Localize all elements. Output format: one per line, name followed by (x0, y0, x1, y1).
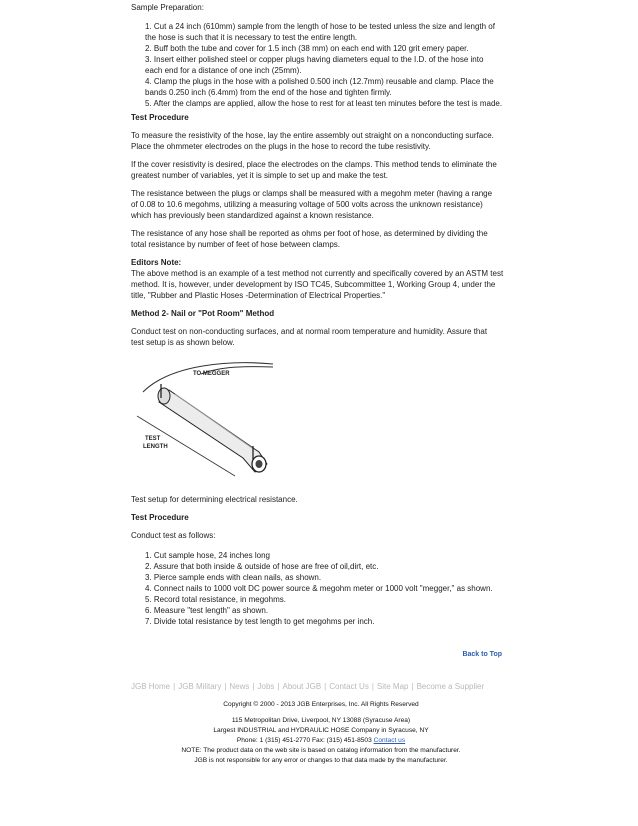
paragraph-line: The resistance between the plugs or clamps shall be measured with a megohm meter (having a range (131, 189, 493, 198)
back-to-top-link[interactable]: Back to Top (462, 651, 502, 658)
footer-nav-link[interactable]: Site Map (376, 682, 409, 691)
test-step: 2. Assure that both inside & outside of hose are free of oil,dirt, etc. (145, 562, 379, 571)
footer-nav-link[interactable]: JGB Home (131, 682, 171, 691)
footer-nav-links (131, 682, 484, 691)
footer-nav-separator: | (277, 682, 280, 691)
paragraph-line: Place the ohmmeter electrodes on the plugs in the hose to record the tube resistivity. (131, 142, 431, 151)
paragraph-line: of 0.08 to 10.6 megohms, utilizing a measuring voltage of 500 volts across the unknown resistance) (131, 200, 483, 209)
test-step: 6. Measure "test length" as shown. (145, 606, 269, 615)
length-label: LENGTH (143, 444, 168, 450)
paragraph-line: which has previously been standardized against a known resistance. (131, 211, 374, 220)
footer-nav-separator: | (371, 682, 374, 691)
paragraph-line: Conduct test on non-conducting surfaces, and at normal room temperature and humidity. Assure that (131, 327, 488, 336)
paragraph-line: greatest number of variables, yet it is simple to set up and make the test. (131, 171, 389, 180)
paragraph-line: The above method is an example of a test method not currently and specifically covered by an ASTM test (131, 269, 504, 278)
footer-nav-link[interactable]: News (229, 682, 250, 691)
note-text: JGB is not responsible for any error or changes to that data made by the manufacturer. (194, 757, 448, 764)
copyright-text: Copyright © 2000 - 2013 JGB Enterprises, Inc. All Rights Reserved (223, 701, 419, 708)
prep-step-line: the hose is such that it is necessary to test the entire length. (145, 33, 358, 42)
phone-text: Phone: 1 (315) 451-2770 Fax: (315) 451-8503 (236, 737, 372, 744)
paragraph (131, 130, 511, 152)
footer-nav-separator: | (224, 682, 227, 691)
prep-step-line: 2. Buff both the tube and cover for 1.5 inch (38 mm) on each end with 120 grit emery paper. (145, 44, 469, 53)
editors-note-heading: Editors Note: (131, 258, 182, 267)
prep-step-line: 1. Cut a 24 inch (610mm) sample from the length of hose to be tested unless the size and length of (145, 22, 495, 31)
paragraph (131, 159, 511, 181)
footer-nav-link[interactable]: About JGB (282, 682, 322, 691)
footer-nav-link[interactable]: Become a Supplier (416, 682, 485, 691)
contact-line (131, 736, 511, 746)
hose-bore (256, 460, 263, 468)
hose-highlight (175, 394, 255, 450)
to-megger-label: TO MEGGER (193, 371, 230, 377)
footer-info (131, 700, 511, 766)
contact-us-link[interactable]: Contact us (373, 737, 406, 744)
method-2-procedure-section (131, 494, 511, 627)
figure-caption: Test setup for determining electrical resistance. (131, 495, 298, 504)
paragraph-line: To measure the resistivity of the hose, lay the entire assembly out straight on a nonconducting surface. (131, 131, 494, 140)
test-step: 1. Cut sample hose, 24 inches long (145, 551, 270, 560)
footer-nav-link[interactable]: JGB Military (178, 682, 222, 691)
hose-test-setup-figure (131, 354, 281, 484)
prep-step-line: each end for a distance of one inch (25mm). (145, 66, 302, 75)
prep-step-line: 3. Insert either polished steel or copper plugs having diameters equal to the I.D. of the hose into (145, 55, 484, 64)
prep-step-line: 4. Clamp the plugs in the hose with a polished 0.500 inch (12.7mm) reusable and clamp. Place the (145, 77, 494, 86)
paragraph-line: If the cover resistivity is desired, place the electrodes on the clamps. This method tends to eliminate the (131, 160, 497, 169)
paragraph-line: The resistance of any hose shall be reported as ohms per foot of hose, as determined by dividing the (131, 229, 488, 238)
paragraph (131, 326, 511, 348)
sample-preparation-section (131, 2, 511, 109)
paragraph-line: total resistance by number of feet of hose between clamps. (131, 240, 341, 249)
footer-nav (131, 682, 511, 691)
test-procedure-intro: Conduct test as follows: (131, 531, 216, 540)
prep-step-line: 5. After the clamps are applied, allow the hose to rest for at least ten minutes before the test is made. (145, 99, 503, 108)
address-text: 115 Metropolitan Drive, Liverpool, NY 13088 (Syracuse Area) (231, 717, 411, 724)
test-step: 3. Pierce sample ends with clean nails, as shown. (145, 573, 322, 582)
footer-nav-link[interactable]: Jobs (257, 682, 275, 691)
prep-step-line: bands 0.250 inch (6.4mm) from the end of the hose and tighten firmly. (145, 88, 392, 97)
note-text: NOTE: The product data on the web site is based on catalog information from the manufacturer. (181, 747, 461, 754)
paragraph (131, 228, 511, 250)
test-step: 7. Divide total resistance by test length to get megohms per inch. (145, 617, 375, 626)
paragraph (131, 188, 511, 221)
preparation-steps-list (131, 21, 511, 109)
footer-nav-separator: | (252, 682, 255, 691)
test-procedure-heading: Test Procedure (131, 113, 189, 122)
test-steps-list (131, 550, 511, 627)
paragraph-line: method. It is, however, under development by ISO TC45, Subcommittee 1, Working Group 4, under the (131, 280, 496, 289)
method-2-heading: Method 2- Nail or "Pot Room" Method (131, 309, 275, 318)
hose-body (159, 390, 267, 472)
hose-end-left (158, 388, 170, 404)
test-procedure-heading: Test Procedure (131, 513, 189, 522)
paragraph-line: test setup is as shown below. (131, 338, 235, 347)
test-step: 4. Connect nails to 1000 volt DC power source & megohm meter or 1000 volt "megger," as shown. (145, 584, 493, 593)
paragraph-line: title, "Rubber and Plastic Hoses -Determination of Electrical Properties." (131, 291, 386, 300)
test-label: TEST (145, 436, 161, 442)
editors-note (131, 257, 511, 301)
footer-nav-separator: | (173, 682, 176, 691)
footer-nav-link[interactable]: Contact Us (329, 682, 369, 691)
test-procedure-section (131, 112, 511, 348)
test-step: 5. Record total resistance, in megohms. (145, 595, 286, 604)
tagline-text: Largest INDUSTRIAL and HYDRAULIC HOSE Company in Syracuse, NY (213, 727, 429, 734)
footer-nav-separator: | (411, 682, 414, 691)
sample-preparation-label: Sample Preparation: (131, 3, 204, 12)
footer-nav-separator: | (324, 682, 327, 691)
